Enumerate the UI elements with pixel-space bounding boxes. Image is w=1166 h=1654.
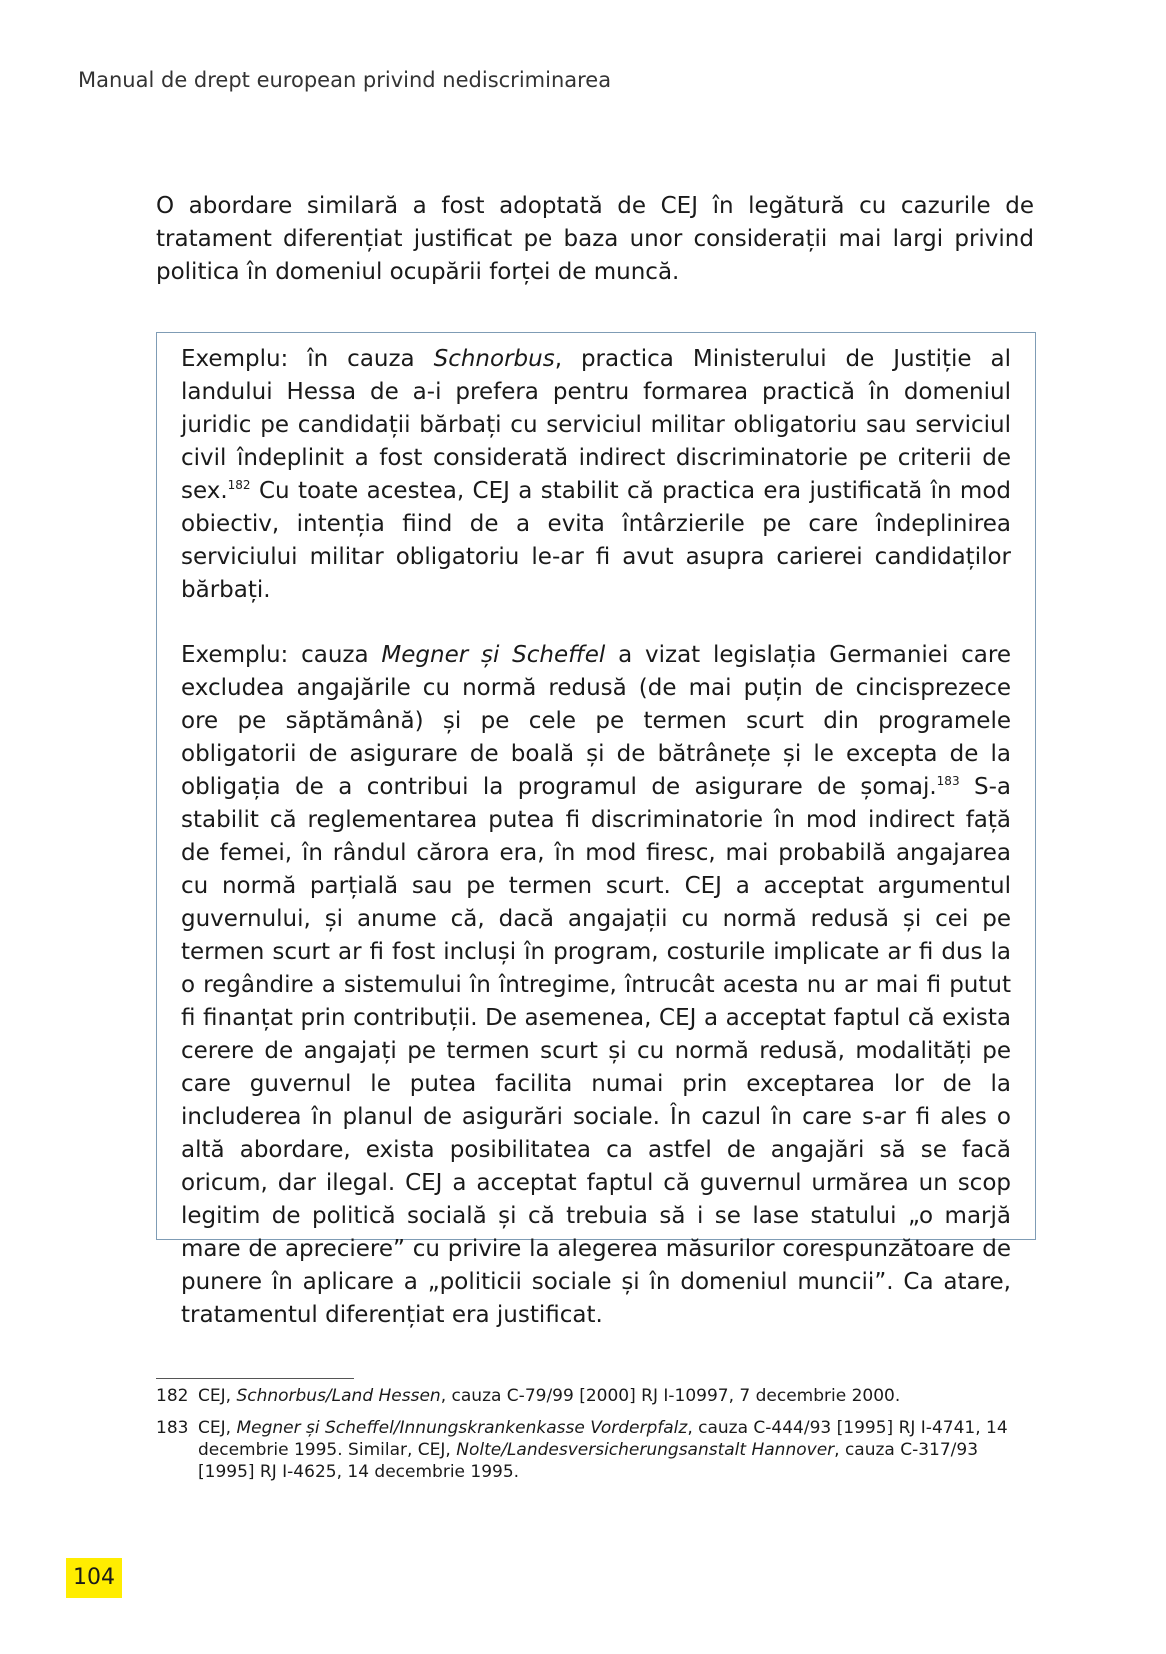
footnote-part: CEJ, (198, 1418, 237, 1438)
footnote-text (198, 1417, 1036, 1483)
footnote-183 (156, 1417, 1036, 1483)
footnote-number: 182 (156, 1386, 189, 1406)
example-text: a vizat legislația Germaniei care excludea angajările cu normă redusă (de mai puțin de cincisprezece ore pe săptămână) și pe cele pe termen scurt din programele obligatorii de asigurare de boală și de bătrânețe și le excepta de la obligația de a contribui la programul de asigurare de șomaj. (181, 642, 1011, 800)
case-name: Schnorbus (433, 346, 555, 372)
page-number: 104 (66, 1558, 122, 1598)
example-text: S-a stabilit că reglementarea putea fi discriminatorie în mod indirect față de femei, în rândul cărora era, în mod firesc, mai probabilă angajarea cu normă parțială sau pe termen scurt. CEJ a acceptat argumentul guvernului, și anume că, dacă angajații cu normă redusă și cei pe termen scurt ar fi fost incluși în program, costurile implicate ar fi dus la o regândire a sistemului în întregime, întrucât acesta nu ar mai fi putut fi finanțat prin contribuții. De asemenea, CEJ a acceptat faptul că exista cerere de angajați pe termen scurt și cu normă redusă, modalități pe care guvernul le putea facilita numai prin exceptarea lor de la includerea în planul de asigurări sociale. În cazul în care s-ar fi ales o altă abordare, exista posibilitatea ca astfel de angajări să se facă oricum, dar ilegal. CEJ a acceptat faptul că guvernul urmărea un scop legitim de politică socială și că trebuia să i se lase statului „o marjă mare de apreciere” cu privire la alegerea măsurilor corespunzătoare de punere în aplicare a „politicii sociale și în domeniul muncii”. Ca atare, tratamentul diferențiat era justificat. (181, 774, 1011, 1328)
footnote-divider (156, 1378, 354, 1379)
footnote-part: , cauza C-444/93 [1995] RJ I-4741, 14 decembrie 1995. Similar, CEJ, (198, 1418, 1008, 1460)
footnote-text (198, 1385, 1036, 1407)
example-prefix: Exemplu: cauza (181, 642, 382, 668)
footnote-ref[interactable]: 182 (227, 478, 251, 492)
running-header: Manual de drept european privind nediscriminarea (78, 68, 612, 92)
footnote-182 (156, 1385, 1036, 1407)
footnote-ref[interactable]: 183 (936, 774, 960, 788)
example-prefix: Exemplu: în cauza (181, 346, 434, 372)
intro-paragraph: O abordare similară a fost adoptată de CEJ în legătură cu cazurile de tratament diferențiat justificat pe baza unor considerații mai largi privind politica în domeniul ocupării forței de muncă. (156, 193, 1034, 285)
case-name: Megner și Scheffel (381, 642, 606, 668)
footnote-case-name: Nolte/Landesversicherungsanstalt Hannover (456, 1440, 835, 1460)
example-text: , practica Ministerului de Justiție al landului Hessa de a-i prefera pentru formarea practică în domeniul juridic pe candidații bărbați cu serviciul militar obligatoriu sau serviciul civil îndeplinit a fost considerată indirect discriminatorie pe criterii de sex. (181, 346, 1011, 504)
example-megner (181, 639, 1011, 1332)
example-text: Cu toate acestea, CEJ a stabilit că practica era justificată în mod obiectiv, intenția fiind de a evita întârzierile pe care îndeplinirea serviciului militar obligatoriu le-ar fi avut asupra carierei candidaților bărbați. (181, 478, 1011, 603)
footnotes (156, 1385, 1036, 1493)
footnote-number: 183 (156, 1418, 189, 1438)
footnote-case-name: Megner și Scheffel/Innungskrankenkasse Vorderpfalz (236, 1418, 688, 1438)
example-schnorbus (181, 343, 1011, 607)
footnote-part: CEJ, (198, 1386, 237, 1406)
example-box (156, 332, 1036, 1328)
footnote-part: , cauza C-79/99 [2000] RJ I-10997, 7 decembrie 2000. (440, 1386, 901, 1406)
footnote-part: , cauza C-317/93 [1995] RJ I-4625, 14 decembrie 1995. (198, 1440, 979, 1482)
footnote-case-name: Schnorbus/Land Hessen (236, 1386, 441, 1406)
